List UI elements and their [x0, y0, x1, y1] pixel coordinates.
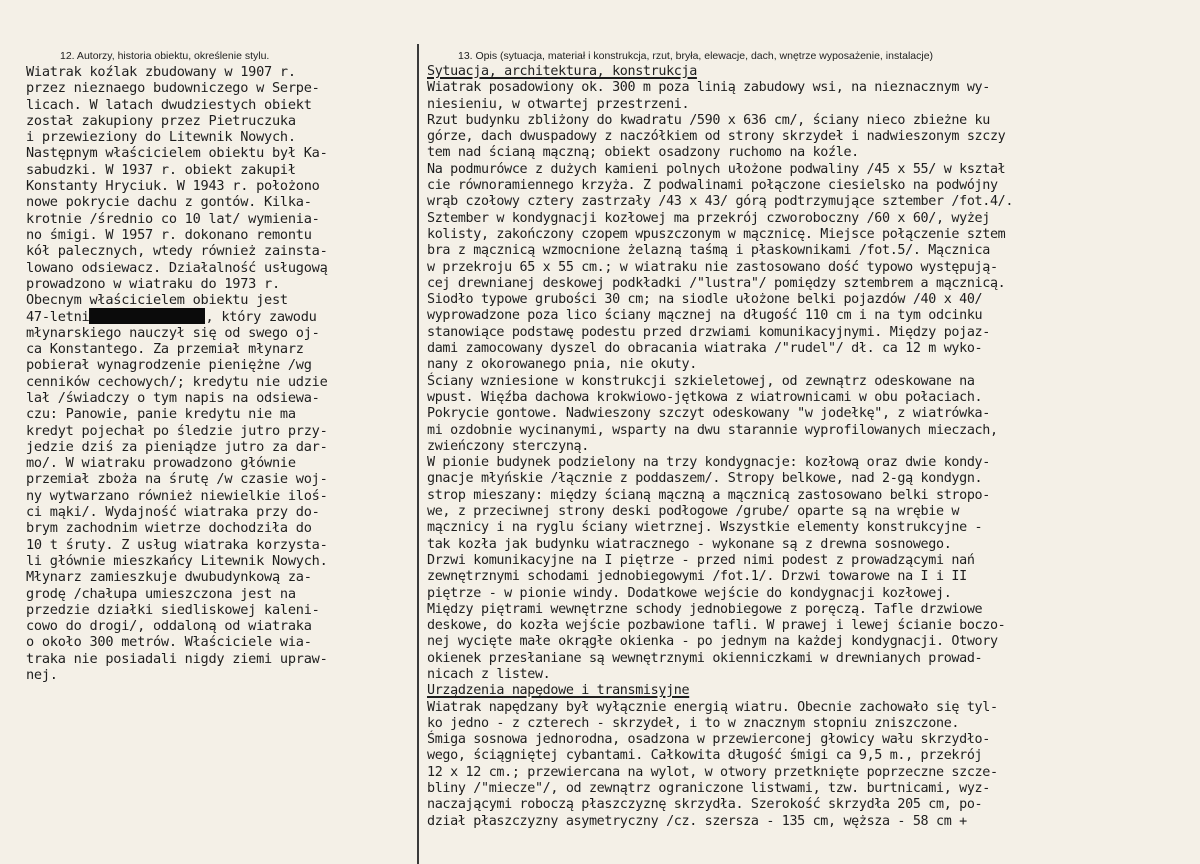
description-line: Sztember w kondygnacji kozłowej ma przekrój czworoboczny /60 x 60/, wyżej — [427, 210, 990, 226]
description-line: Ściany wzniesione w konstrukcji szkieletowej, od zewnątrz odeskowane na — [427, 373, 975, 389]
history-line: Obecnym właścicielem obiektu jest — [26, 292, 288, 309]
history-line: lał /świadczy o tym napis na odsiewa- — [26, 389, 320, 406]
history-line: 47-letni , który zawodu — [26, 309, 317, 326]
history-line: licach. W latach dwudziestych obiekt — [26, 96, 312, 113]
history-line: ca Konstantego. Za przemiał młynarz — [26, 341, 304, 358]
description-text-column — [427, 64, 1187, 830]
history-line: prowadzono w wiatraku do 1973 r. — [26, 275, 280, 292]
history-line: przedzie działki siedliskowej kaleni- — [26, 601, 320, 618]
description-line: w przekroju 65 x 55 cm.; w wiatraku nie zastosowano dość typowo występują- — [427, 259, 998, 275]
history-line: lowano odsiewacz. Działalność usługową — [26, 259, 328, 276]
history-line: czu: Panowie, panie kredytu nie ma — [26, 406, 296, 423]
history-line: przemiał zboża na śrutę /w czasie woj- — [26, 471, 328, 488]
description-line: kolisty, zakończony czopem wpuszczonym w mącznicę. Miejsce połączenie sztem — [427, 226, 1006, 242]
description-line: Pokrycie gontowe. Nadwieszony szczyt odeskowany "w jodełkę", z wiatrówka- — [427, 406, 990, 422]
description-line: gnacje młyńskie /łącznie z poddaszem/. Stropy belkowe, nad 2-gą kondygn. — [427, 471, 983, 487]
history-line: pobierał wynagrodzenie pieniężne /wg — [26, 357, 312, 374]
description-line: tak kozła jak budynku wiatracznego - wykonane są z drewna sosnowego. — [427, 536, 952, 552]
description-line: naczającymi roboczą płaszczyznę skrzydła. Szerokość skrzydła 205 cm, po- — [427, 797, 983, 813]
description-line: okienek przesłaniane są wewnętrznymi okienniczkami w drewnianych prowad- — [427, 650, 983, 666]
history-line: młynarskiego nauczył się od swego oj- — [26, 324, 320, 341]
history-line: Młynarz zamieszkuje dwubudynkową za- — [26, 569, 312, 586]
description-line: niesieniu, w otwartej przestrzeni. — [427, 96, 690, 112]
description-line: 12 x 12 cm.; przewiercana na wylot, w otwory przetknięte poprzeczne szcze- — [427, 764, 998, 780]
description-line: ko jedno - z czterech - skrzydeł, i to w znacznym stopniu zniszczone. — [427, 715, 960, 731]
history-line: grodę /chałupa umieszczona jest na — [26, 585, 296, 602]
history-text-column — [26, 64, 414, 683]
history-line: został zakupiony przez Pietruczuka — [26, 112, 296, 129]
history-line: kół palecznych, wtedy również zainsta- — [26, 243, 328, 260]
history-line: sabudzki. W 1937 r. obiekt zakupił — [26, 161, 296, 178]
description-line: górze, dach dwuspadowy z naczółkiem od strony skrzydeł i nadwieszonym szczy — [427, 129, 1006, 145]
history-line: ny wytwarzano również niewielkie iloś- — [26, 487, 328, 504]
history-line: brym zachodnim wietrze dochodziła do — [26, 520, 312, 537]
description-line: we, z przeciwnej strony deski podłogowe /grube/ oparte są na wrębie w — [427, 504, 960, 520]
description-line: Między piętrami wewnętrzne schody jednobiegowe z poręczą. Tafle drzwiowe — [427, 601, 983, 617]
description-line: bliny /"miecze"/, od zewnątrz ograniczone listwami, tzw. burtnicami, wyz- — [427, 781, 990, 797]
history-line: no śmigi. W 1957 r. dokonano remontu — [26, 226, 312, 243]
column-divider — [417, 44, 419, 864]
description-line: zwieńczony sterczyną. — [427, 438, 589, 454]
history-line: li głównie mieszkańcy Litewnik Nowych. — [26, 552, 328, 569]
description-line: mącznicy i na ryglu ściany wietrznej. Wszystkie elementy konstrukcyjne - — [427, 520, 983, 536]
description-line: dział płaszczyzny asymetryczny /cz. szersza - 135 cm, węższa - 58 cm + — [427, 813, 967, 829]
section-heading-construction: Sytuacja, architektura, konstrukcja — [427, 64, 697, 79]
description-line: Śmiga sosnowa jednorodna, osadzona w przewierconej głowicy wału skrzydło- — [427, 732, 990, 748]
history-line: nej. — [26, 666, 58, 683]
history-line: cowo do drogi/, oddaloną od wiatraka — [26, 618, 312, 635]
description-line: piętrze - w pionie windy. Dodatkowe wejście do kondygnacji kozłowej. — [427, 585, 952, 601]
description-line: mi ozdobnie wycinanymi, wsparty na dwu starannie wyprofilowanych mieczach, — [427, 422, 998, 438]
history-line-tail: , który zawodu — [205, 309, 317, 326]
description-line: strop mieszany: między ścianą mączną a mącznicą zastosowano belki stropo- — [427, 487, 990, 503]
history-line: ci mąki/. Wydajność wiatraka przy do- — [26, 504, 320, 521]
description-line: Drzwi komunikacyjne na I piętrze - przed nimi podest z prowadzącymi nań — [427, 552, 975, 568]
history-line: cenników cechowych/; kredytu nie udzie — [26, 373, 328, 390]
description-line: wrąb czołowy cztery zastrzały /43 x 43/ górą podtrzymujące sztember /fot.4/. — [427, 194, 1014, 210]
history-line: Konstanty Hryciuk. W 1943 r. położono — [26, 178, 320, 195]
redacted-name-block — [89, 308, 205, 324]
history-line: przez nieznaego budowniczego w Serpe- — [26, 80, 320, 97]
description-line: wego, ściągniętej cybantami. Całkowita długość śmigi ca 9,5 m., przekrój — [427, 748, 983, 764]
description-line: Wiatrak posadowiony ok. 300 m poza linią zabudowy wsi, na nieznacznym wy- — [427, 80, 990, 96]
description-line: zewnętrznymi schodami jednobiegowymi /fot.1/. Drzwi towarowe na I i II — [427, 569, 967, 585]
description-line: wyprowadzone poza lico ściany mącznej na długość 110 cm i na tym odcinku — [427, 308, 983, 324]
history-line: i przewieziony do Litewnik Nowych. — [26, 129, 296, 146]
history-line: jedzie dziś za pieniądze jutro za dar- — [26, 438, 328, 455]
history-line: Wiatrak koźlak zbudowany w 1907 r. — [26, 64, 296, 80]
history-line: kredyt pojechał po śledzie jutro przy- — [26, 422, 328, 439]
description-line: bra z mącznicą wzmocnione żelazną taśmą i płaskownikami /fot.5/. Mącznica — [427, 243, 990, 259]
section-13-header: 13. Opis (sytuacja, materiał i konstrukcja, rzut, bryła, elewacje, dach, wnętrze wyposażenie, instalacje) — [458, 50, 934, 62]
description-line: cie równoramiennego krzyża. Z podwalinami połączone ciesielsko na podwójny — [427, 178, 998, 194]
description-line: dami zamocowany dyszel do obracania wiatraka /"rudel"/ dł. ca 12 m wyko- — [427, 341, 983, 357]
description-line: nany z okorowanego pnia, nie okuty. — [427, 357, 697, 373]
description-line: W pionie budynek podzielony na trzy kondygnacje: kozłową oraz dwie kondy- — [427, 455, 990, 471]
history-line: mo/. W wiatraku prowadzono głównie — [26, 455, 296, 472]
history-line: o około 300 metrów. Właściciele wia- — [26, 634, 312, 651]
description-line: stanowiące podstawę podestu przed drzwiami komunikacyjnymi. Między pojaz- — [427, 324, 990, 340]
description-line: tem nad ścianą mączną; obiekt osadzony ruchomo na koźle. — [427, 145, 859, 161]
description-line: Rzut budynku zbliżony do kwadratu /590 x 636 cm/, ściany nieco zbieżne ku — [427, 112, 990, 128]
description-line: cej drewnianej deskowej podkładki /"lustra"/ pomiędzy sztembrem a mącznicą. — [427, 275, 1006, 291]
history-line: nowe pokrycie dachu z gontów. Kilka- — [26, 194, 312, 211]
description-line: Siodło typowe grubości 30 cm; na siodle ułożone belki pojazdów /40 x 40/ — [427, 292, 983, 308]
description-line: nicach z listew. — [427, 666, 551, 682]
section-heading-drive: Urządzenia napędowe i transmisyjne — [427, 683, 690, 699]
description-line: deskowe, do kozła wejście pozbawione tafli. W prawej i lewej ścianie boczo- — [427, 618, 1006, 634]
history-line: traka nie posiadali nigdy ziemi upraw- — [26, 650, 328, 667]
history-line: krotnie /średnio co 10 lat/ wymienia- — [26, 210, 320, 227]
description-line: wpust. Więźba dachowa krokwiowo-jętkowa z wiatrownicami w obu połaciach. — [427, 389, 983, 405]
description-line: nej wycięte małe okrągłe okienka - po jednym na każdej kondygnacji. Otwory — [427, 634, 998, 650]
history-line: Następnym właścicielem obiektu był Ka- — [26, 145, 328, 162]
section-12-header: 12. Autorzy, historia obiektu, określenie stylu. — [60, 50, 270, 62]
description-line: Wiatrak napędzany był wyłącznie energią wiatru. Obecnie zachowało się tyl- — [427, 699, 998, 715]
history-line: 10 t śruty. Z usług wiatraka korzysta- — [26, 536, 328, 553]
description-line: Na podmurówce z dużych kamieni polnych ułożone podwaliny /45 x 55/ w kształ — [427, 161, 1006, 177]
